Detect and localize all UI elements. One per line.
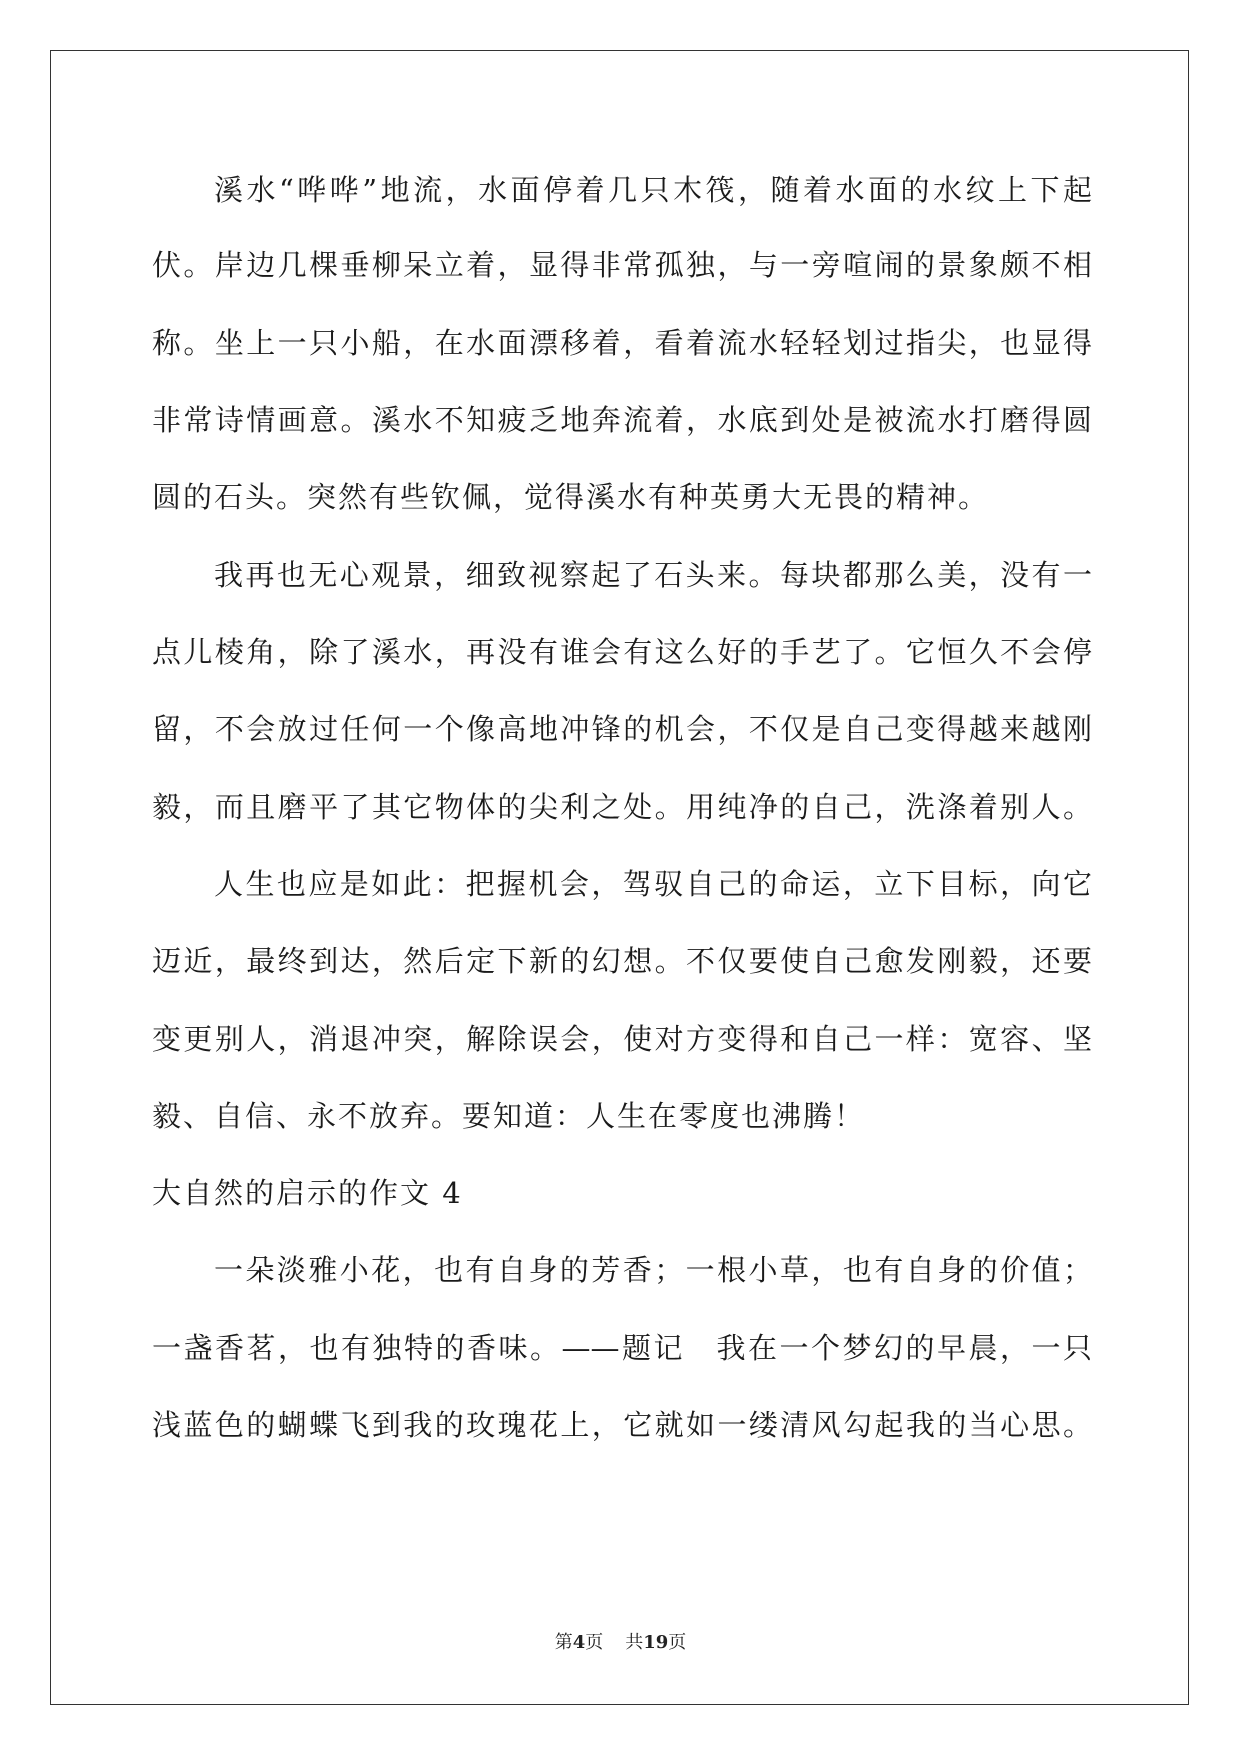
page-number: 4 [572,1632,586,1653]
page-prefix: 第 [554,1632,573,1653]
text-line: 人生也应是如此：把握机会，驾驭自己的命运，立下目标，向它 [214,867,1092,901]
text-line: 圆的石头。突然有些钦佩，觉得溪水有种英勇大无畏的精神。 [152,480,990,514]
total-suffix: 页 [668,1632,687,1653]
text-line: 一盏香茗，也有独特的香味。——题记 我在一个梦幻的早晨，一只 [152,1331,1092,1365]
text-line: 变更别人，消退冲突，解除误会，使对方变得和自己一样：宽容、坚 [152,1022,1092,1056]
text-line: 伏。岸边几棵垂柳呆立着，显得非常孤独，与一旁喧闹的景象颇不相 [152,248,1092,282]
text-line: 点儿棱角，除了溪水，再没有谁会有这么好的手艺了。它恒久不会停 [152,635,1092,669]
text-line: 非常诗情画意。溪水不知疲乏地奔流着，水底到处是被流水打磨得圆 [152,403,1092,437]
text-line: 留，不会放过任何一个像高地冲锋的机会，不仅是自己变得越来越刚 [152,712,1092,746]
section-heading: 大自然的启示的作文 4 [152,1176,463,1210]
text-line: 毅，而且磨平了其它物体的尖利之处。用纯净的自己，洗涤着别人。 [152,790,1092,824]
text-line: 一朵淡雅小花，也有自身的芳香；一根小草，也有自身的价值； [214,1253,1092,1287]
total-prefix: 共 [625,1632,644,1653]
text-line: 溪水“哗哗”地流，水面停着几只木筏，随着水面的水纹上下起 [214,173,1092,207]
page-suffix: 页 [585,1632,604,1653]
text-line: 毅、自信、永不放弃。要知道：人生在零度也沸腾！ [152,1099,866,1133]
total-pages: 19 [643,1632,669,1653]
page-footer [0,1628,1241,1654]
text-line: 浅蓝色的蝴蝶飞到我的玫瑰花上，它就如一缕清风勾起我的当心思。 [152,1408,1092,1442]
text-line: 迈近，最终到达，然后定下新的幻想。不仅要使自己愈发刚毅，还要 [152,944,1092,978]
text-line: 我再也无心观景，细致视察起了石头来。每块都那么美，没有一 [214,558,1092,592]
text-line: 称。坐上一只小船，在水面漂移着，看着流水轻轻划过指尖，也显得 [152,326,1092,360]
